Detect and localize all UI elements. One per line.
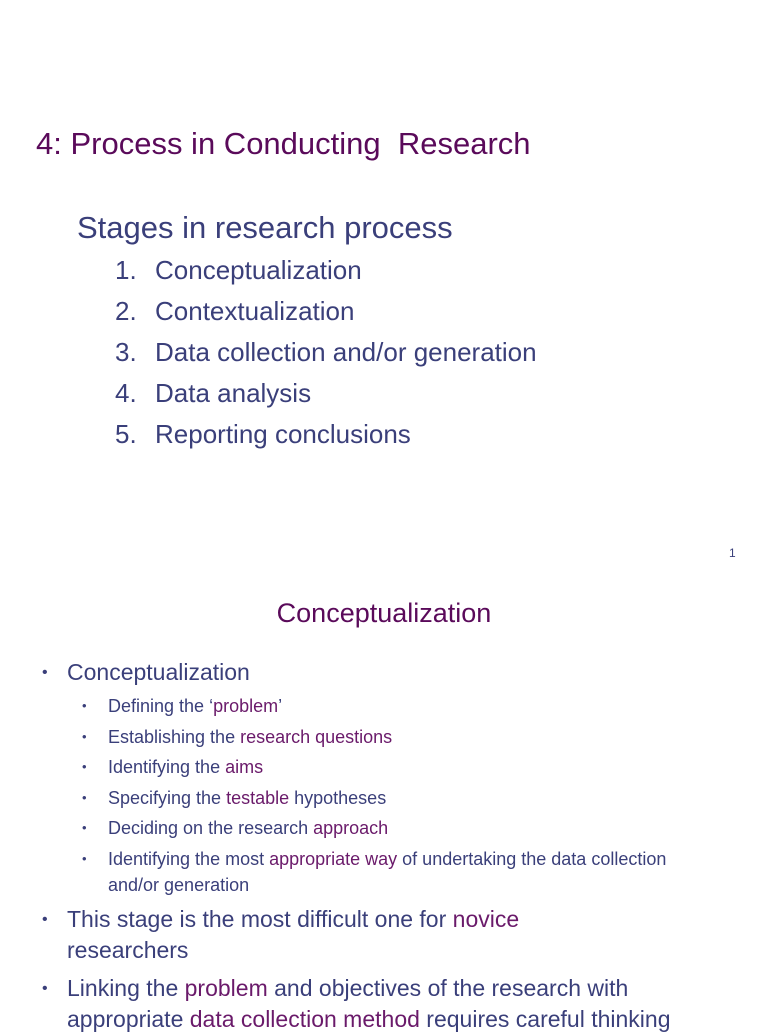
text-segment: researchers [67,937,189,963]
list-item [82,754,698,785]
bullet-item [42,904,587,966]
text-segment: This stage is the most difficult one for [67,906,453,932]
list-text [108,815,698,841]
bullet-text [67,904,587,966]
text-segment: Identifying the [108,757,226,778]
bullet-icon: • [42,911,48,928]
highlight-term: problem [213,696,279,716]
list-item [82,785,698,816]
text-segment: ’ [278,696,283,716]
list-item [115,254,537,295]
highlight-term: novice [452,906,520,932]
text-segment: Specifying the [108,787,227,808]
text-segment: requires careful thinking [419,1006,671,1032]
list-number: 3. [115,337,137,367]
list-text [108,754,698,780]
text-segment: of undertaking the data collection and/or generation [108,848,667,895]
text-segment: hypotheses [289,787,387,808]
highlight-term: appropriate way [269,848,398,869]
bullet-icon: • [82,728,87,744]
list-label: Data analysis [155,378,312,408]
list-item [82,724,698,755]
bullet-item [42,973,747,1035]
list-text [108,785,698,811]
text-segment: Identifying the most [108,848,270,869]
list-text [108,724,698,750]
list-item [82,693,698,724]
bullet-text [67,973,747,1035]
text-segment: Establishing the [108,726,241,747]
list-item [115,295,537,336]
list-item [115,418,537,459]
list-item [82,815,698,846]
list-number: 4. [115,378,137,408]
text-segment: and objectives of the research with appropriate [67,975,629,1032]
list-item [115,336,537,377]
list-number: 1. [115,255,137,285]
bullet-icon: • [82,850,87,866]
stages-list [115,254,537,459]
slide-2 [0,576,768,1032]
text-segment: Defining the ‘ [108,696,214,716]
list-number: 2. [115,296,137,326]
bullet-icon: • [82,820,87,836]
slide-title: 4: Process in Conducting Research [36,126,531,161]
highlight-term: problem [184,975,268,1001]
list-text [108,846,698,898]
bullet-icon: • [82,759,87,775]
highlight-term: approach [313,818,389,839]
slide-title: Conceptualization [276,598,492,628]
bullet-icon: • [82,698,87,713]
text-segment: Linking the [67,975,185,1001]
page-number: 1 [729,546,736,560]
stages-heading: Stages in research process [77,210,453,245]
list-label: Reporting conclusions [155,419,411,449]
highlight-term: data collection method [189,1006,420,1032]
list-item [115,377,537,418]
list-text [108,693,698,719]
list-item [82,846,698,898]
list-label: Contextualization [155,296,355,326]
highlight-term: aims [225,757,264,778]
list-number: 5. [115,419,137,449]
text-segment: Deciding on the research [108,818,314,839]
bullet-icon: • [42,664,48,681]
bullet-icon: • [82,789,87,805]
bullet-text: Conceptualization [67,659,250,685]
sub-bullet-list [82,693,698,898]
list-label: Data collection and/or generation [155,337,537,367]
highlight-term: testable [226,787,290,808]
bullet-item [42,657,747,688]
highlight-term: research questions [240,726,393,747]
bullet-icon: • [42,980,48,997]
list-label: Conceptualization [155,255,362,285]
